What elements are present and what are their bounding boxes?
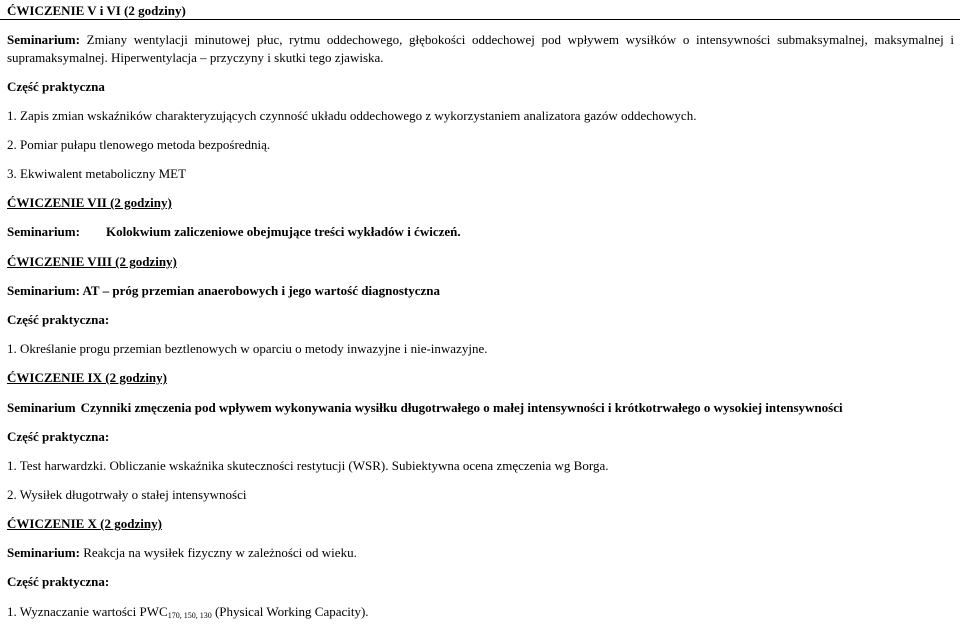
section-5-item-1-suffix: (Physical Working Capacity).: [211, 604, 369, 619]
section-5-seminar-label: Seminarium:: [7, 545, 80, 560]
section-3-seminar-text: AT – próg przemian anaerobowych i jego wartość diagnostyczna: [82, 283, 440, 298]
section-5-practical-label: Część praktyczna:: [7, 574, 110, 589]
section-3-seminar-label: Seminarium:: [7, 283, 80, 298]
section-5-item-1: [7, 603, 954, 625]
section-5-seminar: [7, 544, 954, 562]
section-3-item-1: 1. Określanie progu przemian beztlenowych w oparciu o metody inwazyjne i nie-inwazyjne.: [7, 341, 488, 356]
section-4-seminar-label: Seminarium: [7, 400, 76, 415]
section-1-item-2: 2. Pomiar pułapu tlenowego metoda bezpośrednią.: [7, 137, 271, 152]
section-3-heading: ĆWICZENIE VIII (2 godziny): [7, 254, 177, 269]
section-4-item-1: 1. Test harwardzki. Obliczanie wskaźnika skuteczności restytucji (WSR). Subiektywna ocena zmęczenia wg Borga.: [7, 458, 609, 473]
section-2-heading: ĆWICZENIE VII (2 godziny): [7, 195, 172, 210]
section-1-heading: ĆWICZENIE V i VI (2 godziny): [7, 3, 186, 18]
section-4-practical-label: Część praktyczna:: [7, 429, 110, 444]
section-2-seminar-label: Seminarium:: [7, 224, 80, 239]
section-1-seminar: [7, 31, 954, 67]
section-1-seminar-label: Seminarium:: [7, 32, 80, 47]
section-2-seminar: [7, 223, 954, 241]
section-5-item-1-prefix: 1. Wyznaczanie wartości PWC: [7, 604, 168, 619]
section-3-seminar: [7, 282, 954, 300]
section-4-seminar-text: Czynniki zmęczenia pod wpływem wykonywania wysiłku długotrwałego o małej intensywności i krótkotrwałego o wysokiej intensywności: [80, 400, 843, 415]
section-1-seminar-text: Zmiany wentylacji minutowej płuc, rytmu oddechowego, głębokości oddechowej pod wpływem wysiłków o intensywności submaksymalnej, maksymalnej i supramaksymalnej. Hiperwentylacja – przyczyny i skutki tego zjawiska.: [7, 32, 955, 65]
section-4-seminar: [7, 399, 954, 417]
section-2-seminar-text: Kolokwium zaliczeniowe obejmujące treści wykładów i ćwiczeń.: [105, 224, 461, 239]
section-5-heading: ĆWICZENIE X (2 godziny): [7, 516, 162, 531]
section-4-heading: ĆWICZENIE IX (2 godziny): [7, 370, 167, 385]
section-4-item-2: 2. Wysiłek długotrwały o stałej intensywności: [7, 487, 247, 502]
section-1-item-1: 1. Zapis zmian wskaźników charakteryzujących czynność układu oddechowego z wykorzystaniem analizatora gazów oddechowych.: [7, 108, 697, 123]
section-3-practical-label: Część praktyczna:: [7, 312, 110, 327]
section-1-item-3: 3. Ekwiwalent metaboliczny MET: [7, 166, 187, 181]
section-5-item-1-subscript: 170, 150, 130: [167, 611, 212, 620]
section-1-practical-label: Część praktyczna: [7, 79, 105, 94]
section-5-seminar-text: Reakcja na wysiłek fizyczny w zależności od wieku.: [83, 545, 357, 560]
